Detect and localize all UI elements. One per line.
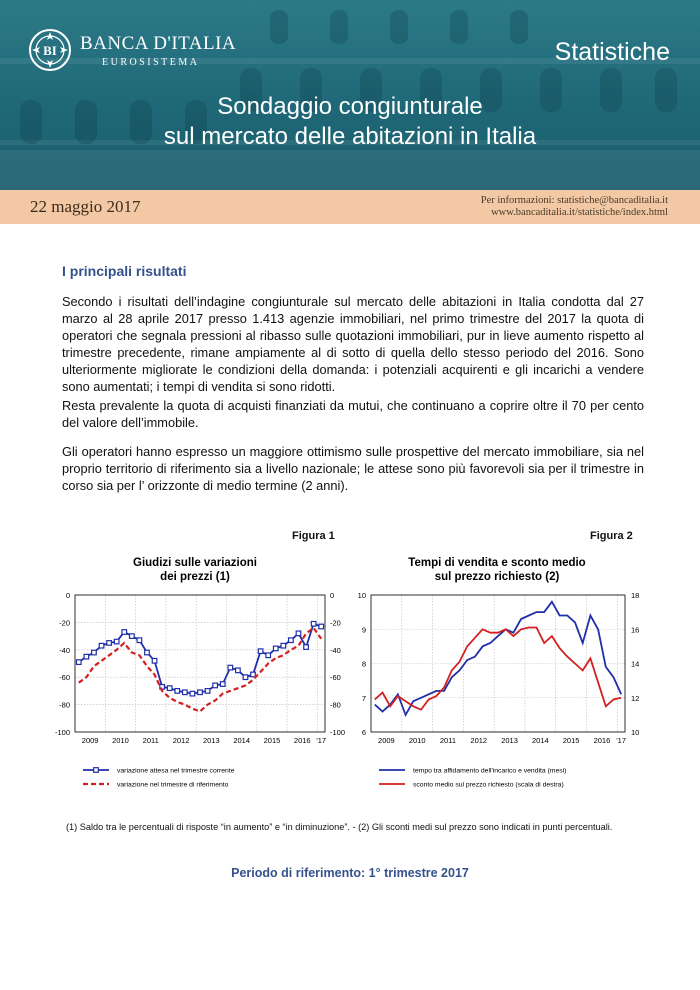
- fig2-y-tick-label: 10: [357, 591, 366, 600]
- fig1-x-tick-label: 2014: [233, 736, 251, 745]
- fig2-y-right-tick-label: 14: [631, 659, 640, 669]
- bank-logo: [28, 28, 236, 72]
- fig1-data-point: [145, 650, 150, 655]
- fig1-data-point: [167, 686, 172, 691]
- fig1-data-point: [273, 646, 278, 651]
- fig2-x-tick-label: 2013: [501, 736, 518, 745]
- fig1-data-point: [137, 638, 142, 643]
- bank-name: BANCA D'ITALIA: [80, 32, 237, 54]
- fig1-y-tick-label: -60: [59, 673, 70, 683]
- fig1-x-tick-label: 2016: [293, 736, 311, 745]
- fig1-data-point: [122, 630, 127, 635]
- fig1-y-tick-label: -40: [59, 645, 70, 655]
- fig1-x-tick-label: 2009: [81, 736, 99, 745]
- fig1-data-point: [258, 649, 263, 654]
- fig1-data-point: [92, 650, 97, 655]
- fig1-legend-label-2: variazione nel trimestre di riferimento: [117, 781, 229, 789]
- contact-email: Per informazioni: statistiche@bancaditalia.it: [480, 195, 668, 206]
- fig1-x-tick-label: 2010: [112, 736, 129, 745]
- publication-date: 22 maggio 2017: [30, 197, 141, 216]
- header-banner: [0, 0, 700, 190]
- fig1-x-tick-label: '17: [316, 736, 327, 745]
- contact-website: www.bancaditalia.it/statistiche/index.html: [491, 207, 668, 218]
- fig2-x-tick-label: 2015: [562, 736, 580, 745]
- fig2-y-right-tick-label: 10: [631, 728, 640, 737]
- fig2-y-tick-label: 7: [361, 693, 366, 703]
- figure-1-title-line2: dei prezzi (1): [160, 571, 230, 583]
- figure-1-title-line1: Giudizi sulle variazioni: [133, 557, 257, 569]
- bank-emblem-icon: [28, 28, 72, 72]
- fig1-legend-label-1: variazione attesa nel trimestre corrente: [117, 767, 235, 775]
- fig1-y-tick-label: -20: [59, 618, 70, 628]
- fig1-y-right-tick-label: -60: [330, 673, 341, 683]
- fig1-data-point: [319, 624, 324, 629]
- fig1-data-point: [84, 654, 89, 659]
- fig1-y-right-tick-label: -100: [330, 728, 346, 737]
- bank-subtitle: EUROSISTEMA: [102, 56, 200, 68]
- fig2-x-tick-label: 2010: [408, 736, 426, 745]
- fig1-data-point: [304, 645, 309, 650]
- paragraph-1: Secondo i risultati dell’indagine congiunturale sul mercato delle abitazioni in Italia condotta dal 27 marzo al 28 aprile 2017 presso 1.413 agenzie immobiliari, nel primo trimestre del 2017 la quota di operatori che segnala pressioni al ribasso sulle quotazioni immobiliari, pur in lieve aumento rispetto al trimestre precedente, rimane ampiamente al di sotto di quella dello stesso periodo del 2016. Sono ulteriormente migliorate le condizioni della domanda: i potenziali acquirenti e gli incarichi a vendere sono aumentati; i tempi di vendita si sono ridotti.: [62, 294, 644, 394]
- fig2-legend-label-1: tempo tra affidamento dell'incarico e vendita (mesi): [413, 767, 567, 775]
- fig1-data-point: [152, 658, 157, 663]
- fig1-data-point: [251, 672, 256, 677]
- fig1-data-point: [296, 631, 301, 636]
- fig1-data-point: [183, 690, 188, 695]
- fig1-y-right-tick-label: -80: [330, 700, 341, 710]
- figure-2-title-line1: Tempi di vendita e sconto medio: [408, 557, 586, 569]
- fig2-y-right-tick-label: 16: [631, 625, 640, 635]
- figure-2-number: Figura 2: [590, 530, 633, 542]
- fig2-y-right-tick-label: 12: [631, 693, 640, 703]
- fig2-y-tick-label: 9: [361, 625, 366, 635]
- figure-1-chart: [40, 548, 360, 793]
- fig1-y-right-tick-label: 0: [330, 591, 335, 600]
- fig1-x-tick-label: 2013: [203, 736, 220, 745]
- svg-text:BI: BI: [43, 43, 57, 58]
- reference-period: Periodo di riferimento: 1° trimestre 2017: [231, 866, 469, 880]
- fig2-x-tick-label: '17: [616, 736, 627, 745]
- figure-2-title-line2: sul prezzo richiesto (2): [434, 571, 560, 583]
- document-title: [0, 92, 700, 152]
- fig1-data-point: [130, 634, 135, 639]
- fig1-x-tick-label: 2011: [142, 736, 159, 745]
- fig2-y-tick-label: 6: [361, 728, 366, 737]
- fig1-data-point: [243, 675, 248, 680]
- fig1-data-point: [213, 683, 218, 688]
- fig1-data-point: [99, 643, 104, 648]
- fig2-x-tick-label: 2012: [470, 736, 488, 745]
- fig1-data-point: [281, 643, 286, 648]
- fig1-y-tick-label: -100: [54, 728, 70, 737]
- paragraph-2: Resta prevalente la quota di acquisti finanziati da mutui, che continuano a coprire oltre il 70 per cento del valore dell’immobile.: [62, 398, 644, 430]
- fig1-data-point: [76, 660, 81, 665]
- fig1-data-point: [236, 668, 241, 673]
- fig2-legend-label-2: sconto medio sul prezzo richiesto (scala di destra): [413, 781, 564, 789]
- paragraph-3: Gli operatori hanno espresso un maggiore ottimismo sulle prospettive del mercato immobiliare, sia nel proprio territorio di riferimento sia a livello nazionale; le attese sono più favorevoli sia per il trimestre in corso sia per l’ orizzonte di medio termine (2 anni).: [62, 444, 644, 493]
- fig1-data-point: [289, 638, 294, 643]
- fig1-series-line-1: [79, 624, 321, 694]
- fig1-legend-marker: [94, 768, 99, 773]
- fig2-y-right-tick-label: 18: [631, 591, 640, 600]
- footnote: (1) Saldo tra le percentuali di risposte “in aumento” e “in diminuzione”. - (2) Gli sconti medi sul prezzo sono indicati in punti percentuali.: [66, 822, 613, 832]
- fig1-y-right-tick-label: -20: [330, 618, 341, 628]
- fig1-data-point: [311, 621, 316, 626]
- figure-2-chart: [340, 548, 675, 793]
- fig2-x-tick-label: 2014: [531, 736, 549, 745]
- fig1-x-tick-label: 2012: [172, 736, 190, 745]
- contact-info: [481, 195, 668, 219]
- fig1-y-tick-label: -80: [59, 700, 70, 710]
- fig1-data-point: [190, 691, 195, 696]
- fig1-data-point: [114, 639, 119, 644]
- fig1-y-right-tick-label: -40: [330, 645, 341, 655]
- fig1-x-tick-label: 2015: [263, 736, 281, 745]
- info-bar: [0, 190, 700, 224]
- fig1-data-point: [205, 689, 210, 694]
- fig2-x-tick-label: 2011: [439, 736, 457, 745]
- fig2-x-tick-label: 2009: [378, 736, 395, 745]
- fig1-data-point: [107, 641, 112, 646]
- document-title-line1: Sondaggio congiunturale: [217, 93, 483, 120]
- fig1-plot-frame: [75, 595, 325, 732]
- fig1-data-point: [175, 689, 180, 694]
- section-label: Statistiche: [554, 38, 670, 66]
- fig1-data-point: [198, 690, 203, 695]
- section-heading: I principali risultati: [62, 263, 187, 279]
- figure-1-number: Figura 1: [292, 530, 335, 542]
- fig2-y-tick-label: 8: [361, 659, 366, 669]
- document-title-line2: sul mercato delle abitazioni in Italia: [163, 123, 537, 150]
- fig1-data-point: [228, 665, 233, 670]
- fig1-y-tick-label: 0: [65, 591, 70, 600]
- fig1-data-point: [220, 682, 225, 687]
- fig2-x-tick-label: 2016: [593, 736, 611, 745]
- fig1-data-point: [266, 653, 271, 658]
